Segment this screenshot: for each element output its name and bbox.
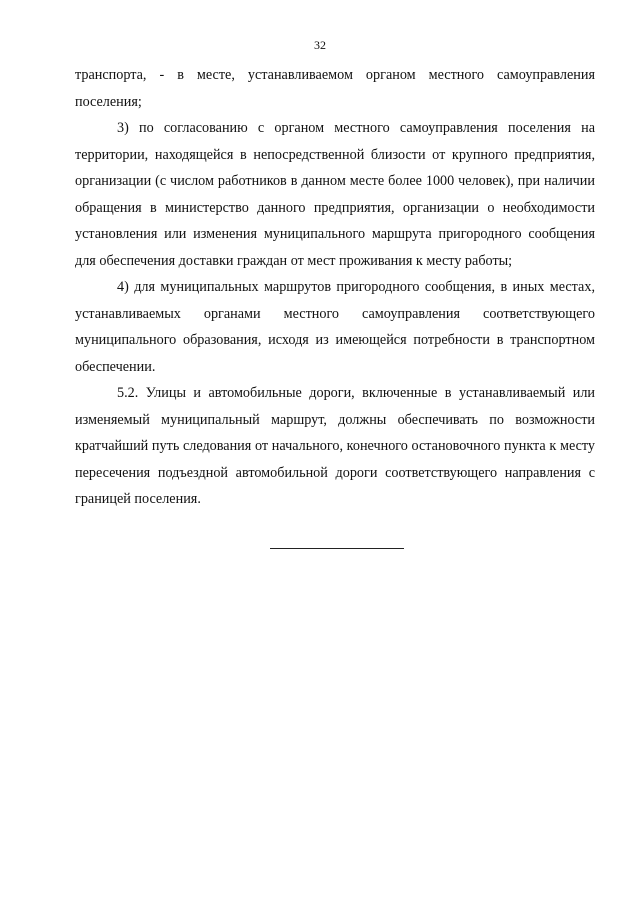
paragraph-item-4: 4) для муниципальных маршрутов пригородного сообщения, в иных местах, устанавливаемых органами местного самоуправления соответствующего муниципального образования, исходя из имеющейся потребности в транспортном обеспечении. xyxy=(75,279,595,375)
paragraph-continuation: транспорта, - в месте, устанавливаемом органом местного самоуправления поселения; xyxy=(75,67,595,110)
paragraph-section-5-2: 5.2. Улицы и автомобильные дороги, включенные в устанавливаемый или изменяемый муниципальный маршрут, должны обеспечивать по возможности кратчайший путь следования от начального, конечного остановочного пункта к месту пересечения подъездной автомобильной дороги соответствующего направления с границей поселения. xyxy=(75,385,595,507)
page-number: 32 xyxy=(314,38,326,52)
end-divider-line xyxy=(270,548,404,549)
document-body xyxy=(75,62,595,513)
paragraph-item-3: 3) по согласованию с органом местного самоуправления поселения на территории, находящейся в непосредственной близости от крупного предприятия, организации (с числом работников в данном месте более 1000 человек), при наличии обращения в министерство данного предприятия, организации о необходимости установления или изменения муниципального маршрута пригородного сообщения для обеспечения доставки граждан от мест проживания к месту работы; xyxy=(75,120,595,269)
